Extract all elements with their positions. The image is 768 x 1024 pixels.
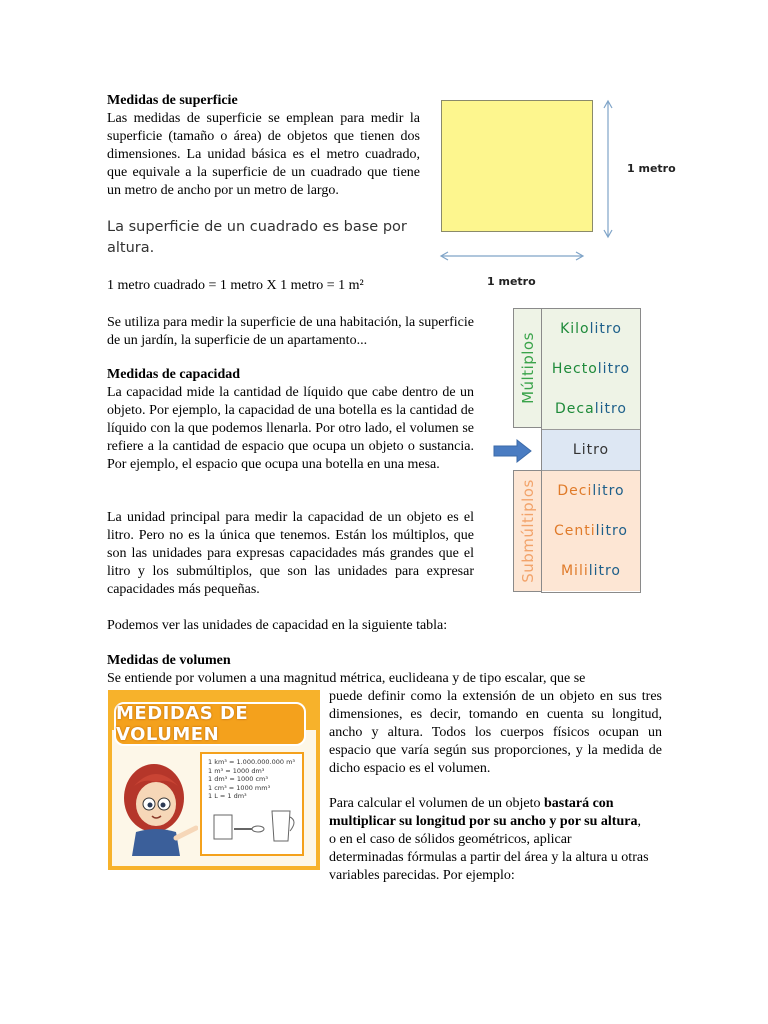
multiplos-label: Múltiplos [518, 332, 537, 404]
width-label: 1 metro [487, 275, 536, 288]
measuring-cups-icon [208, 807, 300, 845]
equivalence-row: 1 dm³ = 1000 cm³ [208, 775, 268, 783]
unit-row-kilolitro: Kilo litro [542, 309, 640, 350]
dimension-arrows [436, 96, 696, 296]
units-column [541, 308, 641, 593]
height-label: 1 metro [627, 162, 676, 175]
volumen-line-1: Se entiende por volumen a una magnitud métrica, euclideana y de tipo escalar, que se [107, 671, 586, 686]
superficie-usage: Se utiliza para medir la superficie de una habitación, la superficie de un jardín, la superficie de un apartamento... [107, 315, 474, 348]
capacidad-paragraph-2: La unidad principal para medir la capacidad de un objeto es el litro. Pero no es la única que tenemos. Están los múltiplos, que son las unidades para expresas capacidades más grandes que el litro y los submúltiplos, que son las unidades para expresar capacidades más pequeñas. [107, 510, 474, 597]
capacidad-paragraph-3: Podemos ver las unidades de capacidad en la siguiente tabla: [107, 618, 448, 633]
unit-row-decilitro: Deci litro [542, 471, 640, 512]
volumen-heading: Medidas de volumen [107, 653, 231, 668]
volume-illustration [108, 690, 320, 870]
volumen-paragraph: puede definir como la extensión de un objeto en sus tres dimensiones, es decir, tomando en cuenta su longitud, ancho y altura. Todos los cuerpos físicos ocupan un espacio que varía según sus proporciones, y la medida de dicho espacio es el volumen. [329, 689, 662, 776]
equivalence-row: 1 km³ = 1.000.000.000 m³ [208, 758, 296, 766]
capacidad-heading: Medidas de capacidad [107, 367, 241, 382]
girl-illustration [118, 756, 198, 856]
superficie-note-line-1: La superficie de un cuadrado es base por [107, 219, 407, 235]
superficie-paragraph: Las medidas de superficie se emplean para medir la superficie (tamaño o área) de objetos que tienen dos dimensiones. La unidad básica es el metro cuadrado, que equivale a la superficie de un cuadrado que tiene un metro de ancho por un metro de largo. [107, 111, 420, 198]
capacity-units-table [493, 308, 643, 592]
volumen-calc-emphasis: bastará con multiplicar su longitud por su ancho y por su altura [329, 796, 638, 829]
unit-row-decalitro: Deca litro [542, 389, 640, 430]
square-figure [436, 96, 696, 296]
superficie-formula: 1 metro cuadrado = 1 metro X 1 metro = 1 m² [107, 278, 364, 293]
equivalence-row: 1 m³ = 1000 dm³ [208, 766, 265, 775]
volume-equivalence-table [200, 752, 304, 856]
arrow-right-icon [493, 438, 533, 464]
superficie-heading: Medidas de superficie [107, 93, 238, 108]
submultiplos-sidebar [513, 470, 541, 592]
unit-row-litro: Litro [542, 430, 640, 471]
unit-row-hectolitro: Hecto litro [542, 349, 640, 390]
volumen-calc-paragraph: Para calcular el volumen de un objeto bastará con multiplicar su longitud por su ancho y por su altura, o en el caso de sólidos geométricos, aplicar determinadas fórmulas a partir del área y la altura u otras variables parecidas. Por ejemplo: [329, 796, 649, 883]
illustration-banner: MEDIDAS DE VOLUMEN [114, 702, 306, 746]
multiplos-sidebar [513, 308, 541, 428]
equivalence-row: 1 L = 1 dm³ [208, 792, 247, 800]
equivalence-row: 1 cm³ = 1000 mm³ [208, 783, 271, 792]
unit-row-mililitro: Mili litro [542, 551, 640, 591]
submultiplos-label: Submúltiplos [518, 479, 537, 583]
capacidad-paragraph-1: La capacidad mide la cantidad de líquido que cabe dentro de un objeto. Por ejemplo, la capacidad de una botella es la cantidad de líquido con la que podemos llenarla. Por otro lado, el volumen se refiere a la cantidad de espacio que ocupa un objeto o sustancia. Por ejemplo, el espacio que ocupa una botella en una mesa. [107, 385, 474, 472]
unit-row-centilitro: Centi litro [542, 511, 640, 552]
superficie-note-line-2: altura. [107, 240, 155, 256]
